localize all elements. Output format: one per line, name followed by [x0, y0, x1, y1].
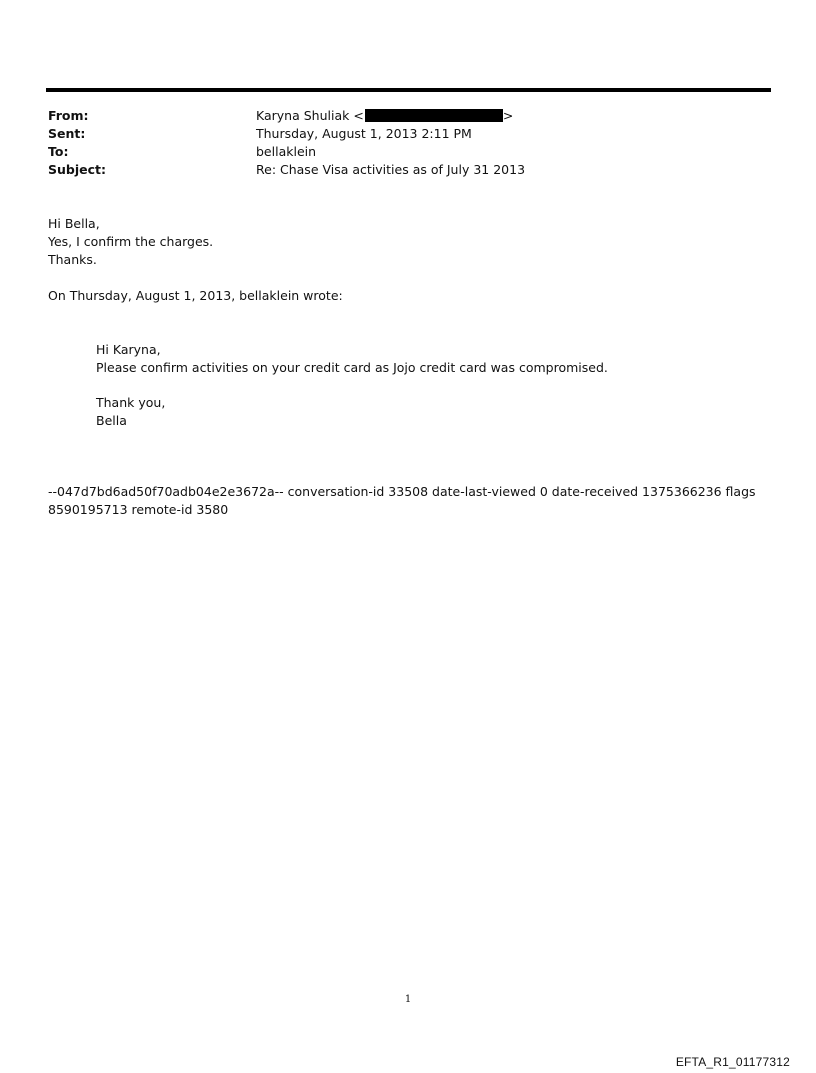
to-row — [48, 143, 768, 161]
quoted-name: Bella — [96, 413, 127, 428]
from-label: From: — [48, 108, 89, 123]
from-row — [48, 107, 768, 125]
attribution-line — [48, 287, 768, 305]
quoted-text: Please confirm activities on your credit card as Jojo credit card was compromised. — [96, 360, 608, 375]
to-value: bellaklein — [256, 144, 317, 159]
quoted-greeting: Hi Karyna, — [96, 342, 161, 357]
from-value — [256, 107, 768, 125]
quoted-signoff: Thank you, — [96, 395, 166, 410]
reply-line: Hi Bella, — [48, 216, 100, 231]
page-number: 1 — [404, 994, 412, 1005]
sent-label: Sent: — [48, 126, 86, 141]
reply-body — [48, 215, 768, 269]
subject-label: Subject: — [48, 162, 106, 177]
redaction-box — [365, 109, 503, 122]
attribution-text: On Thursday, August 1, 2013, bellaklein wrote: — [48, 288, 343, 303]
sent-row — [48, 125, 768, 143]
sender-name: Karyna Shuliak < — [256, 108, 364, 123]
bates-number: EFTA_R1_01177312 — [675, 1055, 790, 1069]
to-label: To: — [48, 144, 69, 159]
sent-value: Thursday, August 1, 2013 2:11 PM — [256, 126, 472, 141]
quoted-signature — [96, 394, 776, 430]
sender-email-close: > — [502, 108, 514, 123]
reply-line: Thanks. — [48, 252, 97, 267]
subject-value: Re: Chase Visa activities as of July 31 2013 — [256, 162, 526, 177]
reply-line: Yes, I confirm the charges. — [48, 234, 214, 249]
header-rule — [46, 88, 771, 92]
subject-row — [48, 161, 768, 179]
message-metadata: --047d7bd6ad50f70adb04e2e3672a-- conversation-id 33508 date-last-viewed 0 date-received 1375366236 flags 8590195713 remote-id 3580 — [48, 484, 756, 517]
email-header — [48, 107, 768, 179]
quoted-message — [96, 341, 776, 377]
